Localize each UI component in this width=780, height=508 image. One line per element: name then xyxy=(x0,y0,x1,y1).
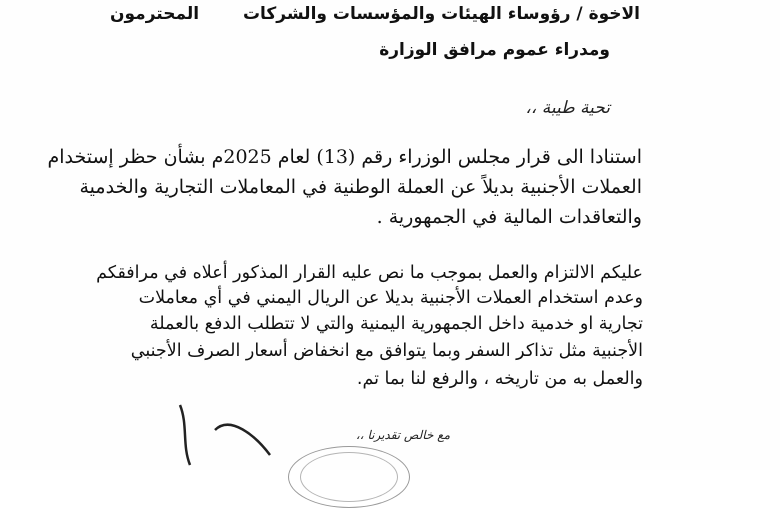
paragraph-2-line-3: تجارية او خدمية داخل الجمهورية اليمنية والتي لا تتطلب الدفع بالعملة xyxy=(149,314,643,334)
paragraph-2-line-4: الأجنبية مثل تذاكر السفر وبما يتوافق مع انخفاض أسعار الصرف الأجنبي xyxy=(130,341,643,361)
greeting: تحية طيبة ،، xyxy=(525,98,610,118)
recipients-line-2: ومدراء عموم مرافق الوزارة xyxy=(379,40,610,60)
paragraph-2-line-5: والعمل به من تاريخه ، والرفع لنا بما تم. xyxy=(356,369,643,389)
respected-label: المحترمون xyxy=(110,4,200,24)
recipients-line-1: الاخوة / رؤوساء الهيئات والمؤسسات والشركات xyxy=(242,4,640,24)
signature-stroke xyxy=(180,405,190,465)
paragraph-1-line-1: استنادا الى قرار مجلس الوزراء رقم (13) لعام 2025م بشأن حظر إستخدام xyxy=(47,146,642,168)
official-stamp-inner-ring xyxy=(300,452,398,502)
paragraph-2-line-2: وعدم استخدام العملات الأجنبية بديلا عن الريال اليمني في أي معاملات xyxy=(138,288,643,308)
signature-stroke xyxy=(215,425,270,455)
paragraph-1-line-2: العملات الأجنبية بديلاً عن العملة الوطنية في المعاملات التجارية والخدمية xyxy=(79,176,642,198)
paragraph-1-line-3: والتعاقدات المالية في الجمهورية . xyxy=(376,206,642,228)
closing-line: مع خالص تقديرنا ،، xyxy=(355,428,450,442)
signature-mark xyxy=(160,395,300,470)
paragraph-2-line-1: عليكم الالتزام والعمل بموجب ما نص عليه القرار المذكور أعلاه في مرافقكم xyxy=(96,263,643,283)
